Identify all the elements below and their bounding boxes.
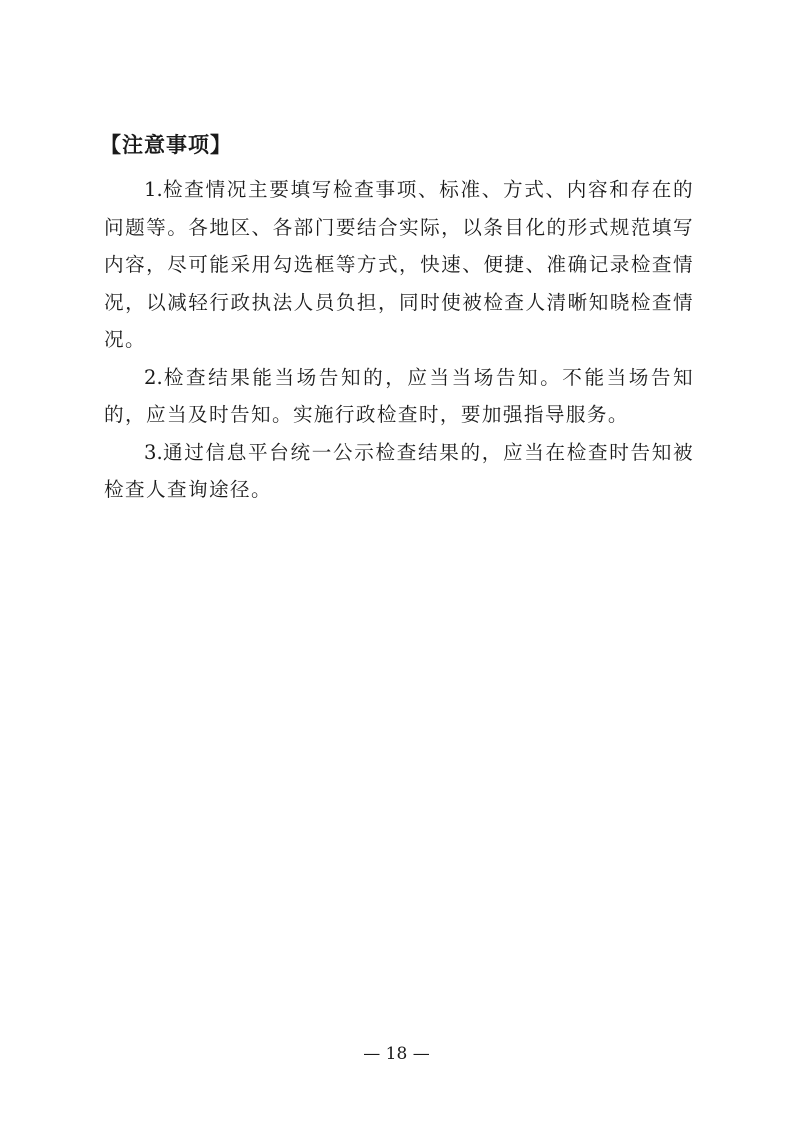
notes-list	[104, 171, 694, 509]
note-number: 2.	[144, 365, 163, 389]
note-number: 3.	[144, 440, 163, 464]
note-item	[104, 171, 694, 359]
note-item	[104, 434, 694, 509]
note-text: 通过信息平台统一公示检查结果的，应当在检查时告知被检查人查询途径。	[104, 440, 694, 501]
note-item	[104, 359, 694, 434]
note-number: 1.	[144, 178, 163, 201]
note-text: 检查结果能当场告知的，应当当场告知。不能当场告知的，应当及时告知。实施行政检查时，要加强指导服务。	[104, 365, 694, 426]
page-number: — 18 —	[363, 1044, 430, 1064]
notes-heading: 【注意事项】	[100, 133, 232, 157]
note-text: 检查情况主要填写检查事项、标准、方式、内容和存在的问题等。各地区、各部门要结合实际，以条目化的形式规范填写内容，尽可能采用勾选框等方式，快速、便捷、准确记录检查情况，以减轻行政执法人员负担，同时使被检查人清晰知晓检查情况。	[104, 178, 694, 351]
